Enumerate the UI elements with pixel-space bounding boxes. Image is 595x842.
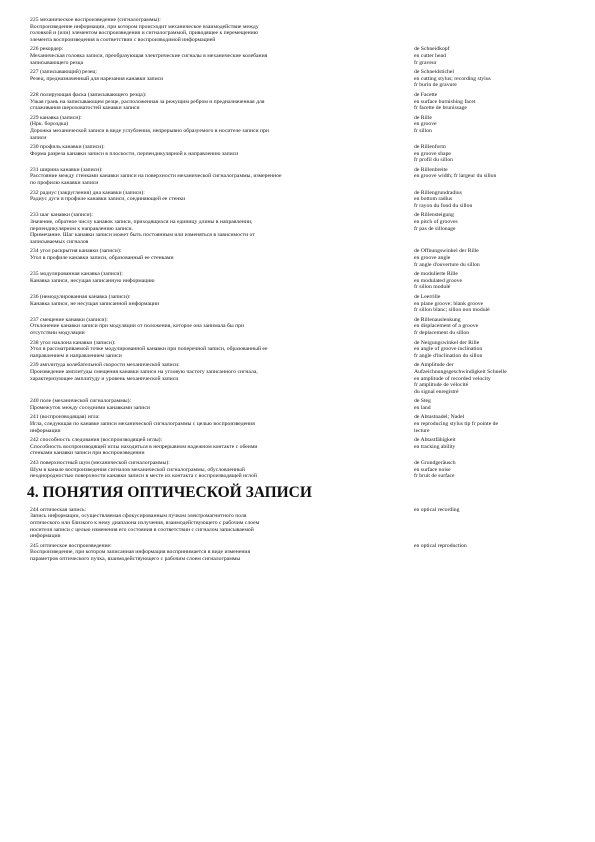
foreign-term: de Abtastnadel; Nadel xyxy=(414,414,465,421)
definition-line: Угол в профиле канавки записи, образованный ее стенками xyxy=(30,255,174,261)
definition-line: элемента воспроизведения в соответствии с воспроизводимой информацией xyxy=(30,36,216,43)
foreign-term: de Rille xyxy=(414,114,432,121)
term-title: 241 (воспроизводящая) игла: xyxy=(30,414,100,421)
foreign-term: de Rillensteigung xyxy=(414,212,454,219)
definition-line: сглаживания шероховатостей канавки записи xyxy=(30,105,140,112)
definition-line: по профилю канавки записи xyxy=(30,180,99,187)
term-entry xyxy=(30,190,570,210)
definition-line: Способность воспроизводящей иглы находиться в непрерывном надежном контакте с обеими xyxy=(30,443,258,450)
definition-line: Угол в рассматриваемой точке модулированной канавки при поперечной записи, образованный ее xyxy=(30,346,268,353)
foreign-term: en amplitude of recorded velocity xyxy=(414,375,491,382)
foreign-term: en reproducing stylus tip fr pointe de xyxy=(414,421,499,428)
section-heading: 4. ПОНЯТИЯ ОПТИЧЕСКОЙ ЗАПИСИ xyxy=(27,483,312,501)
foreign-term: fr profil du sillon xyxy=(414,157,454,164)
foreign-term: de Rillenbreite xyxy=(414,166,448,173)
foreign-term: de Rillengrundradius xyxy=(414,189,462,196)
term-definition xyxy=(30,17,414,43)
foreign-term: en cutting stylus; recording stylus xyxy=(414,75,491,82)
foreign-term: fr bruit de surface xyxy=(414,473,455,480)
foreign-equivalents xyxy=(414,248,570,268)
foreign-term: du signal enregistré xyxy=(414,388,459,395)
foreign-term: de Neigungswinkel der Rille xyxy=(414,339,480,346)
term-entry xyxy=(30,543,570,563)
foreign-equivalents xyxy=(414,507,570,540)
definition-line: Расстояние между стенками канавки записи на поверхности механической сигналограммы, измеренное xyxy=(30,173,282,180)
term-title: 234 угол раскрытия канавки (записи): xyxy=(30,248,122,255)
term-entry xyxy=(30,340,570,360)
foreign-term: de Rillenform xyxy=(414,144,446,151)
term-title: 231 ширина канавки (записи): xyxy=(30,166,103,173)
foreign-term: en groove shape xyxy=(414,150,451,157)
term-title: 243 поверхностный шум (механической сигналограммы): xyxy=(30,460,170,467)
definition-line: записи xyxy=(30,134,47,141)
definition-line: Произведение амплитуды смещения канавки записи на угловую частоту записанного сигнала, xyxy=(30,368,258,375)
foreign-term: fr pas de sillonage xyxy=(414,225,456,232)
foreign-equivalents xyxy=(414,190,570,210)
foreign-term: en displacement of a groove xyxy=(414,323,479,330)
foreign-term: fr deplacement du sillon xyxy=(414,329,470,336)
foreign-term: de Schneidstichel xyxy=(414,69,454,76)
foreign-term: fr graveur xyxy=(414,59,437,66)
foreign-equivalents xyxy=(414,414,570,434)
term-definition xyxy=(30,340,414,360)
definition-line: Канавка записи, несущая записанную информацию xyxy=(30,277,155,284)
definition-line: Воспроизведение, при котором записанная информация воспринимается в виде изменения xyxy=(30,549,251,556)
term-definition xyxy=(30,294,414,314)
term-entry xyxy=(30,69,570,89)
foreign-equivalents xyxy=(414,92,570,112)
definition-line: носителя записи с целью изменения его состояния в соответствии с сигналом записываемой xyxy=(30,526,254,533)
foreign-term: fr angle d'ouverture du sillon xyxy=(414,261,480,268)
foreign-term: en cutter head xyxy=(414,52,446,59)
foreign-equivalents xyxy=(414,271,570,291)
definition-line: Механическая головка записи, преобразующая электрические сигналы в механические колебания xyxy=(30,52,268,59)
foreign-term: en modulated groove xyxy=(414,277,463,284)
definition-line: Запись информации, осуществляемая сфокусированным пучком электромагнитного поля xyxy=(30,513,247,520)
definition-line: неоднородностью поверхности канавки записи в месте их контакта с воспроизводящей иглой xyxy=(30,473,257,480)
term-entry xyxy=(30,317,570,337)
definition-line: (Нрк. бороздка) xyxy=(30,121,69,128)
term-definition xyxy=(30,271,414,291)
definition-line: параметров оптического пучка, взаимодействующего с рабочим слоем сигналограммы xyxy=(30,555,241,562)
term-definition xyxy=(30,167,414,187)
term-entry xyxy=(30,167,570,187)
term-definition xyxy=(30,437,414,457)
foreign-term: de Steg xyxy=(414,398,431,405)
foreign-term: Aufzeichnungsgeschwindigkeit Schnelle xyxy=(414,368,507,375)
definition-line: Узкая грань на записывающем резце, расположенная за режущим ребром и предназначенная для xyxy=(30,98,265,105)
term-title: 225 механическое воспроизведение (сигналограммы): xyxy=(30,17,161,23)
term-entry xyxy=(30,271,570,291)
foreign-equivalents xyxy=(414,115,570,141)
definition-line: Значение, обратное числу канавок записи, приходящихся на единицу длины в направлении, xyxy=(30,219,253,226)
foreign-term: en optical reproduction xyxy=(414,542,467,549)
definition-line: Игла, следующая по канавке записи механической сигналограммы с целью воспроизведения xyxy=(30,421,255,428)
foreign-term: fr angle d'inclination du sillon xyxy=(414,352,483,359)
term-title: 235 модулированная канавка (записи): xyxy=(30,271,123,278)
term-list-mechanical xyxy=(30,17,570,480)
foreign-term: en angle of groove inclination xyxy=(414,346,483,353)
term-definition xyxy=(30,46,414,66)
definition-line: информации xyxy=(30,427,61,434)
term-title: 227 (записывающий) резец: xyxy=(30,69,97,76)
foreign-equivalents xyxy=(414,294,570,314)
term-entries xyxy=(27,17,570,566)
definition-line: перпендикулярном к направлению записи. xyxy=(30,225,133,232)
foreign-equivalents xyxy=(414,317,570,337)
definition-line: Канавка записи, не несущая записанной информации xyxy=(30,300,160,307)
term-definition xyxy=(30,92,414,112)
foreign-term: en groove width; fr largeur du sillon xyxy=(414,173,497,180)
term-title: 228 полирующая фаска (записывающего резца): xyxy=(30,91,147,98)
term-definition xyxy=(30,248,414,268)
foreign-term: de Schneidkopf xyxy=(414,46,450,53)
term-entry xyxy=(30,46,570,66)
term-title: 237 смещение канавки (записи): xyxy=(30,316,108,323)
term-definition xyxy=(30,69,414,89)
term-title: 242 способность следования (воспроизводящей иглы): xyxy=(30,437,163,444)
definition-line: Промежуток между соседними канавками записи xyxy=(30,404,150,411)
definition-line: Форма разреза канавки записи в плоскости, перпендикулярной к направлению записи xyxy=(30,150,239,157)
foreign-term: de Facette xyxy=(414,91,438,98)
term-title: 239 амплитуда колебательной скорости механической записи: xyxy=(30,362,180,369)
term-title: 233 шаг канавки (записи): xyxy=(30,212,94,219)
foreign-term: en plane groove; blank groove xyxy=(414,300,484,307)
term-definition xyxy=(30,212,414,245)
definition-line: Воспроизведение информации, при котором происходит механическое взаимодействие между xyxy=(30,23,259,30)
term-title: 238 угол наклона канавки (записи): xyxy=(30,339,116,346)
foreign-equivalents xyxy=(414,437,570,457)
foreign-equivalents xyxy=(414,362,570,395)
definition-line: оптического или близкого к нему диапазона излучения, взаимодействующего с рабочим слоем xyxy=(30,520,260,526)
term-entry xyxy=(30,460,570,480)
term-definition xyxy=(30,144,414,164)
term-definition xyxy=(30,362,414,395)
term-entry xyxy=(30,115,570,141)
foreign-equivalents xyxy=(414,69,570,89)
term-list-optical xyxy=(30,507,570,563)
term-title: 236 (немодулированная канавка (записи): xyxy=(30,293,131,300)
foreign-term: en tracking ability xyxy=(414,443,456,450)
definition-line: Радиус дуги в профиле канавки записи, соединяющей ее стенки xyxy=(30,196,186,203)
foreign-term: de Leerrille xyxy=(414,293,441,300)
term-title: 226 рекордер: xyxy=(30,46,64,53)
definition-line: Дорожка механической записи в виде углубления, непрерывно образуемого в носителе записи при xyxy=(30,127,269,134)
definition-line: направлением и направлением записи xyxy=(30,352,122,359)
foreign-term: de Abtastfähigkeit xyxy=(414,437,456,444)
foreign-equivalents xyxy=(414,17,570,43)
term-entry xyxy=(30,248,570,268)
foreign-equivalents xyxy=(414,340,570,360)
foreign-term: en bottom radius xyxy=(414,196,453,203)
definition-line: информации xyxy=(30,533,61,540)
term-entry xyxy=(30,414,570,434)
term-title: 229 канавка (записи): xyxy=(30,114,82,121)
foreign-term: en groove angle xyxy=(414,255,451,261)
term-title: 244 оптическая запись: xyxy=(30,506,87,513)
foreign-equivalents xyxy=(414,543,570,563)
term-definition xyxy=(30,460,414,480)
foreign-term: fr rayon du fond du sillon xyxy=(414,202,473,209)
foreign-equivalents xyxy=(414,144,570,164)
term-definition xyxy=(30,190,414,210)
foreign-term: en groove xyxy=(414,121,437,128)
term-definition xyxy=(30,543,414,563)
definition-line: записывающего резца xyxy=(30,59,84,66)
term-definition xyxy=(30,398,414,411)
term-definition xyxy=(30,414,414,434)
term-entry xyxy=(30,144,570,164)
definition-line: Шум в канале воспроизведения сигналов механической сигналограммы, обусловленный xyxy=(30,466,245,473)
term-entry xyxy=(30,398,570,411)
definition-line: Отклонение канавки записи при модуляции от положения, которое она занимала бы при xyxy=(30,323,245,330)
foreign-term: en land xyxy=(414,404,431,411)
foreign-term: fr amplitude de vélocité xyxy=(414,382,469,389)
foreign-equivalents xyxy=(414,46,570,66)
definition-line: головкой и (или) элементом воспроизведения и сигналограммой, приводящее к перемещению xyxy=(30,30,258,37)
foreign-equivalents xyxy=(414,398,570,411)
term-title: 232 радиус (закругления) дна канавки (записи): xyxy=(30,189,145,196)
definition-line: отсутствии модуляции xyxy=(30,329,85,336)
term-entry xyxy=(30,294,570,314)
term-entry xyxy=(30,437,570,457)
foreign-equivalents xyxy=(414,167,570,187)
foreign-term: lecture xyxy=(414,427,430,434)
term-definition xyxy=(30,115,414,141)
foreign-term: en pitch of grooves xyxy=(414,219,458,226)
foreign-equivalents xyxy=(414,460,570,480)
term-entry xyxy=(30,362,570,395)
foreign-term: fr facette de brunissage xyxy=(414,105,467,112)
term-entry xyxy=(30,507,570,540)
foreign-term: de Rillenauslenkung xyxy=(414,316,461,323)
term-entry xyxy=(30,17,570,43)
foreign-term: en optical recording xyxy=(414,506,460,513)
definition-line: Резец, предназначенный для нарезания канавки записи xyxy=(30,75,164,82)
term-title: 240 поле (механической сигналограммы): xyxy=(30,398,132,405)
term-definition xyxy=(30,317,414,337)
foreign-term: en surface burnishing facet xyxy=(414,98,476,105)
foreign-term: fr sillon xyxy=(414,127,432,134)
foreign-term: de Amplitude der xyxy=(414,362,454,369)
term-definition xyxy=(30,507,414,540)
foreign-term: de modulierte Rille xyxy=(414,271,458,278)
foreign-term: fr burin de gravure xyxy=(414,82,457,89)
foreign-term: de Grundgeräusch xyxy=(414,460,456,467)
definition-line: стенками канавки записи при воспроизведении xyxy=(30,450,145,457)
foreign-equivalents xyxy=(414,212,570,245)
foreign-term: en surface noise xyxy=(414,466,451,473)
foreign-term: fr sillon blanc; sillon non modulé xyxy=(414,307,490,314)
definition-line: характеризующее амплитуду и уровень механической записи xyxy=(30,375,179,382)
foreign-term: fr sillon modulé xyxy=(414,284,451,291)
definition-line: Примечание. Шаг канавки записи может быть постоянным или изменяться в зависимости от xyxy=(30,232,255,239)
term-entry xyxy=(30,92,570,112)
term-title: 245 оптическое воспроизведение: xyxy=(30,542,112,549)
definition-line: записываемых сигналов xyxy=(30,238,89,245)
term-entry xyxy=(30,212,570,245)
foreign-term: de Öffnungswinkel der Rille xyxy=(414,248,479,255)
term-title: 230 профиль канавки (записи): xyxy=(30,144,105,151)
